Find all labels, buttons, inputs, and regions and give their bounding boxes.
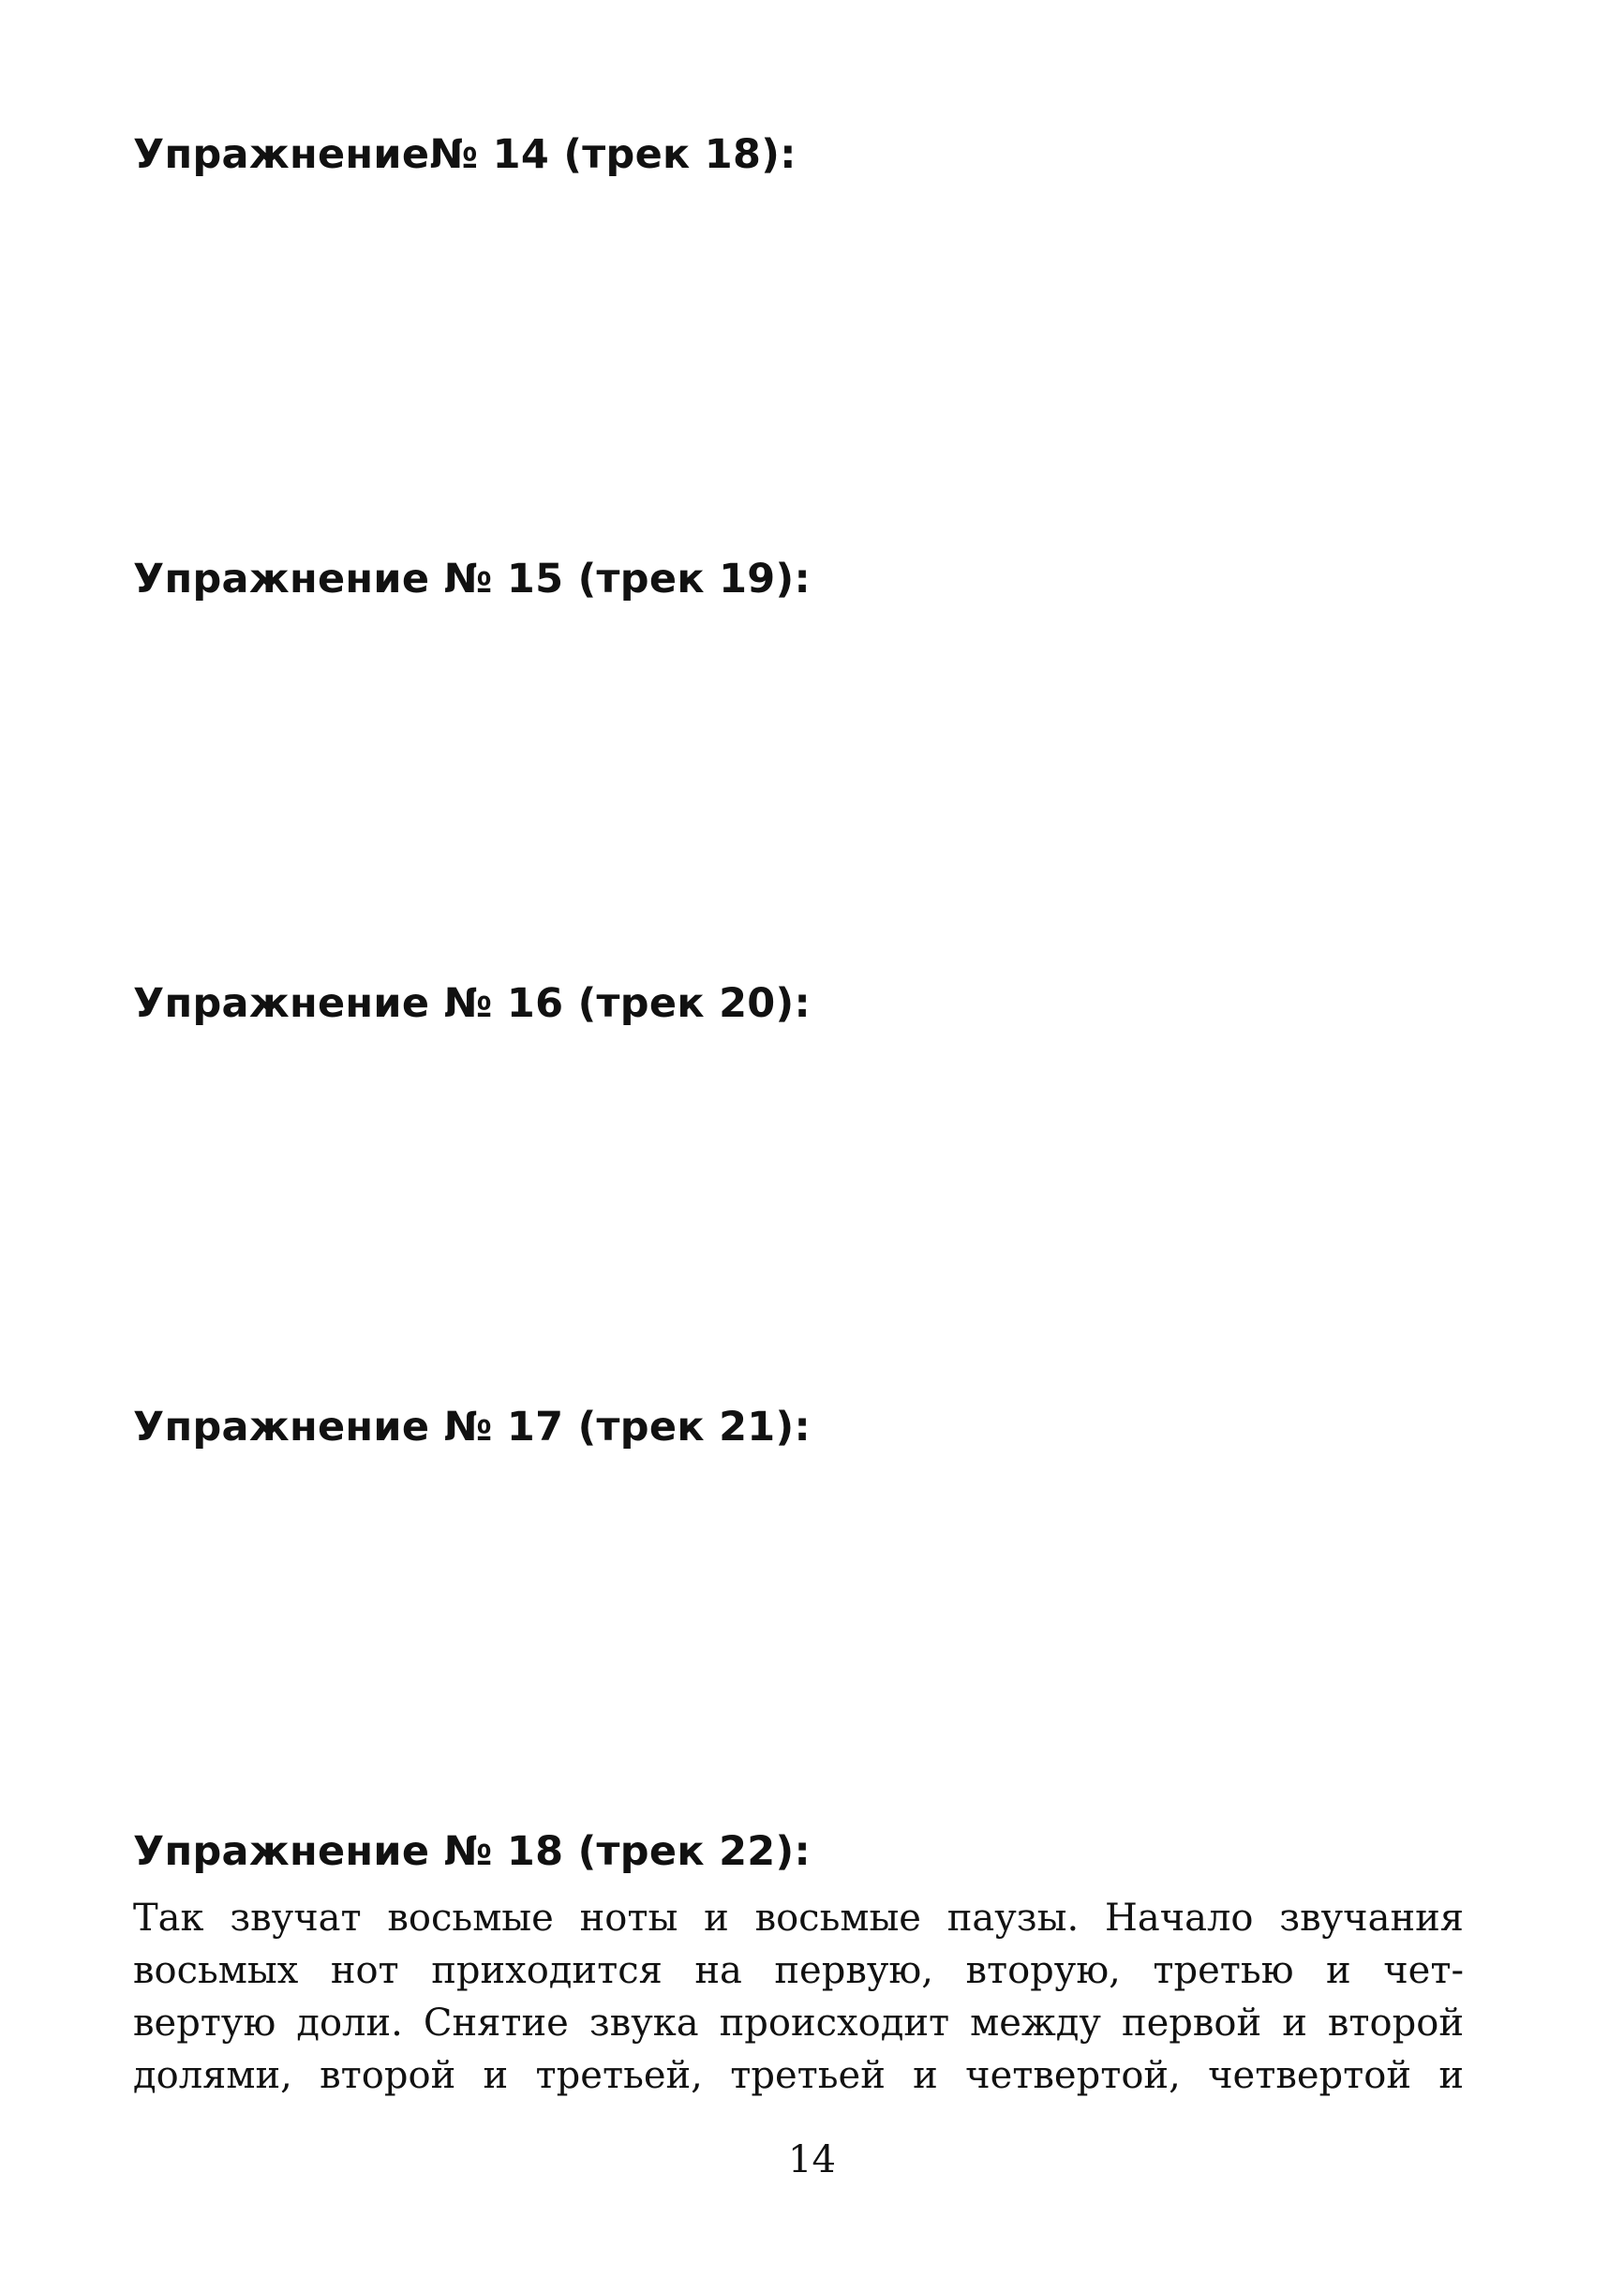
bass-clef-dot [448,1086,454,1093]
tab-letter: B [401,1300,422,1332]
paragraph-line: вертую доли. Снятие звука происходит между первой и второй [133,2002,1464,2045]
time-signature-bottom: 4 [456,1539,483,1582]
tab-fret-number: 0 [611,1705,624,1729]
tab-fret-number: 0 [712,835,725,858]
time-signature-bottom: 4 [496,244,522,287]
tab-time-signature-bottom: 4 [460,1290,486,1332]
body-paragraph [133,1893,1464,2103]
bass-clef [398,1512,441,1586]
bass-clef-dot [448,1531,454,1538]
tab-fret-number: 0 [847,1705,860,1729]
tab-letter: T [402,1698,421,1731]
repeat-dot [1079,252,1084,258]
bass-clef [398,1067,441,1141]
page-number: 14 [788,2138,836,2181]
tab-fret-number: 0 [618,1260,631,1284]
bass-clef-dot [487,220,494,227]
tab-letter: T [441,403,460,436]
repeat-dot [1099,1531,1105,1537]
exercise-16-title: Упражнение № 16 (трек 20): [133,980,811,1027]
tab-letter: T [402,1253,421,1286]
tab-fret-number: 0 [690,1705,703,1729]
tab-time-signature-bottom: 4 [460,1735,486,1777]
bass-clef-dot [448,1070,454,1077]
system-bracket-hook [413,494,430,507]
bass-clef-dot [398,1524,410,1535]
tab-time-signature-top: 4 [499,411,526,453]
repeat-dot [1079,677,1084,682]
score-group [413,184,1106,507]
tab-fret-number: 0 [768,1705,782,1729]
tab-fret-number: 0 [558,410,571,434]
exercise-17-title: Упражнение № 17 (трек 21): [133,1404,811,1451]
system-bracket-hook [395,918,412,931]
tab-fret-number: 0 [703,1260,716,1284]
repeat-dot [1080,443,1084,448]
tab-fret-number: 0 [532,1260,545,1284]
score-group [374,1034,1126,1357]
repeat-dot [1099,1086,1105,1092]
eighth-flag [844,1578,857,1599]
repeat-dot [1099,1102,1105,1108]
tab-letter: A [423,851,443,884]
time-signature-bottom: 4 [456,1094,483,1137]
repeat-dot [1079,661,1084,666]
tab-letter: A [440,426,461,459]
bass-clef-dot [469,645,476,651]
tab-letter: B [440,450,461,483]
tab-letter: B [423,874,443,907]
tab-time-signature-top: 4 [460,1706,486,1748]
tab-letter: B [401,1745,422,1778]
paragraph-line: восьмых нот приходится на первую, вторую, третью и чет- [133,1949,1464,1992]
tab-time-signature-top: 4 [460,1261,486,1302]
tab-fret-number: 0 [632,835,645,858]
exercise-14-title: Упражнение№ 14 (трек 18): [133,131,797,178]
repeat-dot [1079,236,1084,242]
tab-letter: A [401,1276,422,1309]
system-bracket-hook [395,608,412,621]
bass-clef-dot [469,661,476,667]
score-group [374,1479,1126,1802]
system-bracket-hook [374,1034,391,1047]
bass-clef-dot [438,229,449,240]
tab-time-signature-bottom: 4 [482,865,508,906]
bass-clef [438,217,481,291]
system-bracket-hook [374,1479,391,1492]
bass-clef-dot [398,1079,410,1090]
time-signature-top: 4 [456,1506,483,1549]
time-signature-top: 4 [478,635,504,678]
repeat-dot [1100,1738,1105,1743]
system-bracket-hook [413,184,430,197]
repeat-dot [1080,868,1084,872]
repeat-dot [1100,1293,1105,1298]
exercise-18-title: Упражнение № 18 (трек 22): [133,1828,811,1875]
bass-clef [420,642,463,716]
tab-fret-number: 0 [788,1260,801,1284]
system-bracket-hook [374,1789,391,1802]
time-signature-top: 4 [456,1061,483,1104]
tab-fret-number: 0 [639,410,652,434]
tab-letter: T [424,827,442,860]
tab-fret-number: 0 [532,1705,545,1729]
time-signature-bottom: 4 [478,668,504,711]
repeat-dot [1099,1547,1105,1553]
eighth-flag [709,707,723,728]
time-signature-top: 4 [496,211,522,254]
tab-time-signature-top: 4 [482,836,508,877]
bass-clef-dot [420,653,431,664]
tab-letter: A [401,1721,422,1754]
paragraph-line: Так звучат восьмые ноты и восьмые паузы. Начало звучания [133,1897,1464,1940]
system-bracket-hook [374,1344,391,1357]
bass-clef-dot [487,236,494,243]
exercise-15-title: Упражнение № 15 (трек 19): [133,556,811,603]
tab-time-signature-bottom: 4 [499,440,526,482]
bass-clef-dot [448,1515,454,1522]
score-group [395,608,1106,931]
paragraph-line: долями, второй и третьей, третьей и четвертой, четвертой и [133,2054,1464,2097]
tab-fret-number: 0 [551,835,564,858]
